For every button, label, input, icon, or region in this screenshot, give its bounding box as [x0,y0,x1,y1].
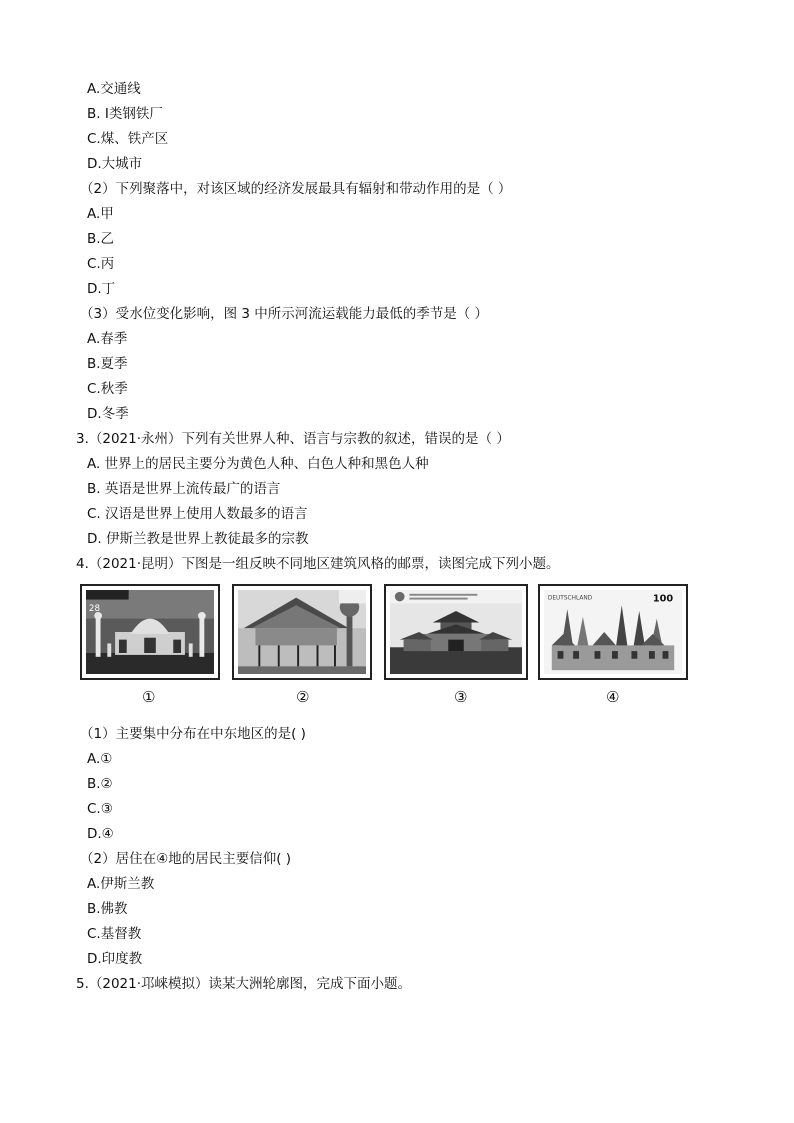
option-d: D.④ [87,826,114,842]
stamp-label-1: ① [142,688,156,706]
question-stem: （3）受水位变化影响，图 3 中所示河流运载能力最低的季节是（ ） [80,306,489,322]
stamp-1-denomination: 28 [88,604,100,614]
option-b: B.乙 [87,231,115,247]
stamp-label-3: ③ [454,688,468,706]
option-b: B. Ⅰ类钢铁厂 [87,106,163,122]
option-a: A.伊斯兰教 [87,876,155,892]
stamp-mosque-image [80,584,220,680]
option-d: D.冬季 [87,406,129,422]
stamp-4-denomination: 100 [652,593,674,605]
question-3-stem: 3.（2021·永州）下列有关世界人种、语言与宗教的叙述，错误的是（ ） [76,431,510,447]
question-4-stem: 4.（2021·昆明）下图是一组反映不同地区建筑风格的邮票，读图完成下列小题。 [76,556,560,572]
option-b: B.佛教 [87,901,128,917]
stamp-cathedral-image [538,584,688,680]
option-a: A.甲 [87,206,114,222]
question-stem: （2）下列聚落中，对该区域的经济发展最具有辐射和带动作用的是（ ） [80,181,512,197]
option-a: A.交通线 [87,81,141,97]
option-c: C.秋季 [87,381,128,397]
option-a: A.① [87,751,113,767]
stamp-label-2: ② [296,688,310,706]
option-c: C. 汉语是世界上使用人数最多的语言 [87,506,308,522]
stamp-figure [78,584,698,714]
option-d: D. 伊斯兰教是世界上教徒最多的宗教 [87,531,309,547]
stamp-palace-image [384,584,528,680]
option-d: D.大城市 [87,156,143,172]
option-d: D.丁 [87,281,116,297]
option-a: A. 世界上的居民主要分为黄色人种、白色人种和黑色人种 [87,456,429,472]
stamp-stilt-house-image [232,584,372,680]
question-stem: （1）主要集中分布在中东地区的是( ) [80,726,306,742]
option-c: C.③ [87,801,113,817]
option-b: B. 英语是世界上流传最广的语言 [87,481,281,497]
option-c: C.基督教 [87,926,142,942]
question-5-stem: 5.（2021·邛崃模拟）读某大洲轮廓图，完成下面小题。 [76,976,412,992]
option-c: C.煤、铁产区 [87,131,169,147]
option-a: A.春季 [87,331,128,347]
question-stem: （2）居住在④地的居民主要信仰( ) [80,851,292,867]
option-c: C.丙 [87,256,115,272]
stamp-label-4: ④ [606,688,620,706]
stamp-4-country: DEUTSCHLAND [547,595,593,602]
option-d: D.印度教 [87,951,143,967]
option-b: B.② [87,776,113,792]
option-b: B.夏季 [87,356,128,372]
